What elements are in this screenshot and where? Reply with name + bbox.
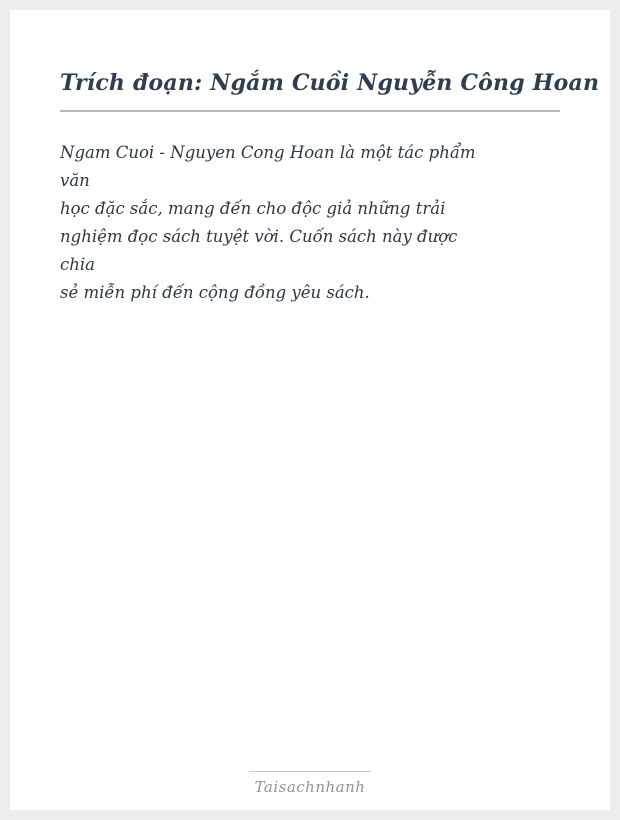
body-paragraph bbox=[60, 139, 560, 307]
document-page bbox=[10, 10, 610, 810]
page-footer bbox=[10, 771, 610, 796]
body-line: chia bbox=[60, 255, 95, 274]
body-line: nghiệm đọc sách tuyệt vời. Cuốn sách này được bbox=[60, 227, 458, 246]
body-line: sẻ miễn phí đến cộng đồng yêu sách. bbox=[60, 283, 370, 302]
footer-divider bbox=[249, 771, 371, 772]
body-line: văn bbox=[60, 171, 90, 190]
title-divider bbox=[60, 110, 560, 112]
body-line: học đặc sắc, mang đến cho độc giả những trải bbox=[60, 199, 446, 218]
footer-brand: Taisachnhanh bbox=[254, 778, 366, 796]
page-title: Trích đoạn: Ngắm Cuồi Nguyễn Công Hoan bbox=[60, 70, 600, 96]
body-line: Ngam Cuoi - Nguyen Cong Hoan là một tác phẩm bbox=[60, 143, 476, 162]
